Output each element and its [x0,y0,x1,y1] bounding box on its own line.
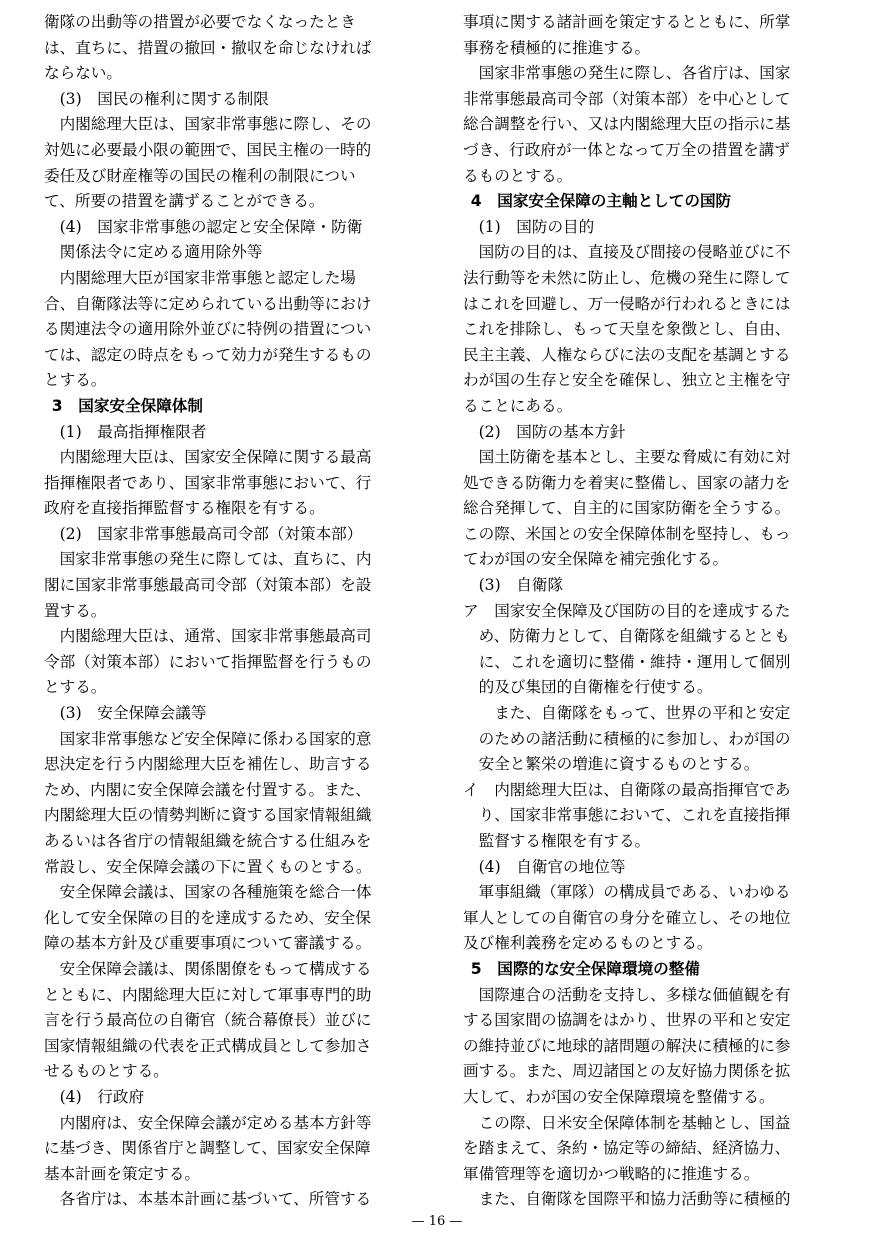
subsection-heading: (2) 国家非常事態最高司令部（対策本部） [59,524,363,543]
text-line: わが国の生存と安全を確保し、独立と主権を守 [463,371,791,390]
text-line: 常設し、安全保障会議の下に置くものとする。 [44,857,372,876]
text-line: 総合調整を行い、又は内閣総理大臣の指示に基 [463,115,791,134]
text-line: 軍備管理等を適切かつ戦略的に推進する。 [463,1164,760,1183]
text-line: 政府を直接指揮監督する権限を有する。 [44,499,325,518]
paragraph-start-line: 安全保障会議は、国家の各種施策を総合一体 [59,883,372,902]
text-line: 内閣総理大臣の情勢判断に資する国家情報組織 [44,806,372,825]
text-line: 化して安全保障の目的を達成するため、安全保 [44,908,371,927]
list-item-continuation: 監督する権限を有する。 [478,832,651,850]
text-line: とともに、内閣総理大臣に対して軍事専門的助 [44,985,372,1004]
text-line: ならない。 [44,64,122,83]
paragraph-start-line: 国防の目的は、直接及び間接の侵略並びに不 [478,243,791,262]
text-line: ては、認定の時点をもって効力が発生するもの [44,345,372,364]
text-line: 事務を積極的に推進する。 [463,38,651,57]
list-item-continuation: のための諸活動に積極的に参加し、わが国の [478,729,791,748]
text-line: 国家情報組織の代表を正式構成員として参加さ [44,1036,372,1055]
paragraph-start-line: 内閣総理大臣は、通常、国家非常事態最高司 [59,627,372,646]
text-line: づき、行政府が一体となって万全の措置を講ず [463,140,790,159]
paragraph-start-line: 内閣総理大臣は、国家安全保障に関する最高 [59,448,372,467]
subsection-heading: (4) 行政府 [59,1087,145,1106]
subsection-heading: (4) 国家非常事態の認定と安全保障・防衛 [59,217,363,236]
text-line: 軍人としての自衛官の身分を確立し、その地位 [463,908,791,927]
subsection-heading: 関係法令に定める適用除外等 [59,243,263,262]
paragraph-start-line: 軍事組織（軍隊）の構成員である、いわゆる [478,883,791,902]
text-line: これを排除し、もって天皇を象徴とし、自由、 [463,320,791,339]
text-line: の維持並びに地球的諸問題の解決に積極的に参 [463,1036,791,1055]
subsection-heading: (3) 自衛隊 [478,576,564,595]
list-item-continuation: り、国家非常事態において、これを直接指揮 [478,806,791,825]
text-line: は、直ちに、措置の撤回・撤収を命じなければ [44,38,372,57]
text-line: とする。 [44,371,107,390]
text-line: 置する。 [44,601,107,620]
paragraph-start-line: 国土防衛を基本とし、主要な脅威に有効に対 [478,448,791,467]
text-line: 閣に国家非常事態最高司令部（対策本部）を設 [44,576,372,595]
list-item-line: ア 国家安全保障及び国防の目的を達成するた [463,601,791,620]
text-line: 基本計画を策定する。 [44,1164,200,1183]
text-line: あるいは各省庁の情報組織を統合する仕組みを [44,832,372,850]
page-number: — 16 — [411,1214,463,1229]
list-item-continuation: め、防衛力として、自衛隊を組織するととも [478,627,790,646]
list-item-continuation: 安全と繁栄の増進に資するものとする。 [478,755,760,774]
subsection-heading: (2) 国防の基本方針 [478,422,626,441]
text-line: に基づき、関係省庁と調整して、国家安全保障 [44,1139,371,1158]
subsection-heading: (3) 国民の権利に関する制限 [59,89,269,108]
paragraph-start-line: 国際連合の活動を支持し、多様な価値観を有 [478,985,791,1004]
text-line: ることにある。 [463,396,573,415]
paragraph-start-line: 内閣総理大臣は、国家非常事態に際し、その [59,115,372,134]
text-line: てわが国の安全保障を補完強化する。 [463,550,729,569]
text-line: 対処に必要最小限の範囲で、国民主権の一時的 [44,140,372,159]
list-item-continuation: に、これを適切に整備・維持・運用して個別 [478,652,791,671]
paragraph-start-line: この際、日米安全保障体制を基軸とし、国益 [478,1113,791,1132]
left-column [44,10,406,1213]
text-line: 及び権利義務を定めるものとする。 [463,934,713,953]
paragraph-start-line: また、自衛隊を国際平和協力活動等に積極的 [478,1190,791,1209]
text-line: 衛隊の出動等の措置が必要でなくなったとき [44,13,356,31]
subsection-heading: (1) 最高指揮権限者 [59,422,207,441]
text-line: る関連法令の適用除外並びに特例の措置につい [44,320,372,339]
text-line: 非常事態最高司令部（対策本部）を中心として [463,89,791,108]
text-line: はこれを回避し、万一侵略が行われるときには [463,294,791,313]
paragraph-start-line: 安全保障会議は、関係閣僚をもって構成する [59,959,372,978]
text-line: とする。 [44,678,107,697]
subsection-heading: (3) 安全保障会議等 [59,704,207,723]
text-line: るものとする。 [463,166,573,185]
paragraph-start-line: 国家非常事態の発生に際しては、直ちに、内 [59,550,372,569]
text-line: 民主主義、人権ならびに法の支配を基調とする [463,345,791,364]
list-item-paragraph-line: また、自衛隊をもって、世界の平和と安定 [494,704,791,723]
text-line: 法行動等を未然に防止し、危機の発生に際して [463,268,791,287]
paragraph-start-line: 内閣総理大臣が国家非常事態と認定した場 [59,268,356,287]
text-line: する国家間の協調をはかり、世界の平和と安定 [463,1011,791,1030]
paragraph-start-line: 国家非常事態など安全保障に係わる国家的意 [59,729,372,748]
text-line: 合、自衛隊法等に定められている出動等におけ [44,294,372,313]
text-line: 委任及び財産権等の国民の権利の制限につい [44,166,356,185]
text-line: て、所要の措置を講ずることができる。 [44,192,325,211]
text-line: 令部（対策本部）において指揮監督を行うもの [44,652,372,671]
right-column [463,10,825,1213]
paragraph-start-line: 各省庁は、本基本計画に基づいて、所管する [59,1190,372,1209]
section-heading: 3 国家安全保障体制 [51,396,203,415]
text-line: 障の基本方針及び重要事項について審議する。 [44,934,372,953]
text-line: この際、米国との安全保障体制を堅持し、もっ [463,524,791,543]
text-line: 言を行う最高位の自衛官（統合幕僚長）並びに [44,1011,372,1030]
text-line: 事項に関する諸計画を策定するとともに、所掌 [463,13,791,31]
text-line: ため、内閣に安全保障会議を付置する。また、 [44,780,371,799]
subsection-heading: (1) 国防の目的 [478,217,595,236]
section-heading: 5 国際的な安全保障環境の整備 [470,959,700,978]
text-line: 総合発揮して、自主的に国家防衛を全うする。 [463,499,791,518]
text-line: 画する。また、周辺諸国との友好協力関係を拡 [463,1062,791,1081]
text-line: 思決定を行う内閣総理大臣を補佐し、助言する [44,755,372,774]
section-heading: 4 国家安全保障の主軸としての国防 [470,192,732,211]
text-line: を踏まえて、条約・協定等の締結、経済協力、 [463,1139,791,1158]
paragraph-start-line: 国家非常事態の発生に際し、各省庁は、国家 [478,64,791,83]
text-line: 指揮権限者であり、国家非常事態において、行 [44,473,372,492]
list-item-line: イ 内閣総理大臣は、自衛隊の最高指揮官であ [463,780,791,799]
text-line: せるものとする。 [44,1062,169,1081]
paragraph-start-line: 内閣府は、安全保障会議が定める基本方針等 [59,1113,372,1132]
list-item-continuation: 的及び集団的自衛権を行使する。 [478,678,713,697]
text-line: 大して、わが国の安全保障環境を整備する。 [463,1087,775,1106]
text-line: 処できる防衛力を着実に整備し、国家の諸力を [463,473,791,492]
subsection-heading: (4) 自衛官の地位等 [478,857,626,876]
